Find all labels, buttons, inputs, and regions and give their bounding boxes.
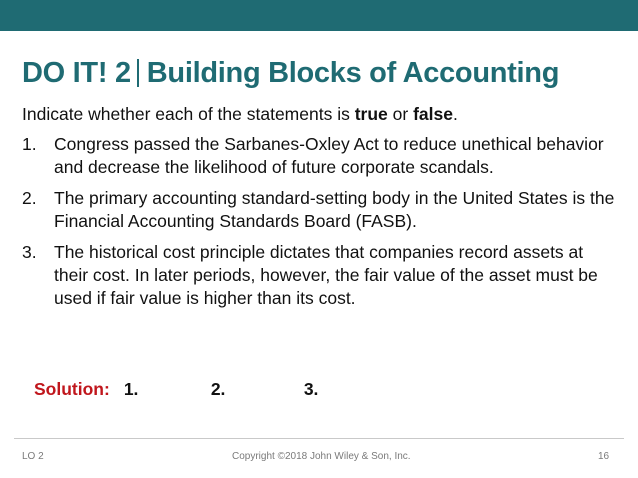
page-number: 16 <box>598 451 610 462</box>
slide-title <box>22 56 559 90</box>
slide-title-right: Building Blocks of Accounting <box>146 57 560 89</box>
statement-text: The primary accounting standard-setting body in the United States is the Financial Accounting Standards Board (FASB). <box>54 188 615 231</box>
slide-body <box>22 103 622 318</box>
intro-true: true <box>354 104 388 124</box>
statement-text: The historical cost principle dictates that companies record assets at their cost. In later periods, however, the fair value of the asset must be used if fair value is higher than its cost. <box>54 242 598 308</box>
solution-item-3: 3. <box>303 379 319 399</box>
statement-list <box>22 133 622 310</box>
list-item <box>22 187 622 233</box>
intro-suffix: . <box>452 104 458 124</box>
solution-label: Solution: <box>34 379 110 399</box>
intro-or: or <box>387 104 414 124</box>
intro-false: false <box>413 104 453 124</box>
header-bar <box>0 0 638 31</box>
intro-text <box>22 103 622 126</box>
list-item <box>22 241 622 310</box>
solution-item-1: 1. <box>123 379 139 399</box>
solution-row <box>34 378 318 401</box>
statement-text: Congress passed the Sarbanes-Oxley Act to reduce unethical behavior and decrease the likelihood of future corporate scandals. <box>54 134 604 177</box>
title-separator <box>137 59 139 87</box>
intro-prefix: Indicate whether each of the statements is <box>22 104 355 124</box>
slide-title-left: DO IT! 2 <box>22 57 131 89</box>
solution-item-2: 2. <box>210 379 226 399</box>
statement-number: 3. <box>22 242 37 262</box>
list-item <box>22 133 622 179</box>
statement-number: 1. <box>22 134 37 154</box>
footer-lo: LO 2 <box>22 451 44 462</box>
footer-divider <box>14 438 624 439</box>
footer-copyright: Copyright ©2018 John Wiley & Son, Inc. <box>232 451 411 462</box>
statement-number: 2. <box>22 188 37 208</box>
